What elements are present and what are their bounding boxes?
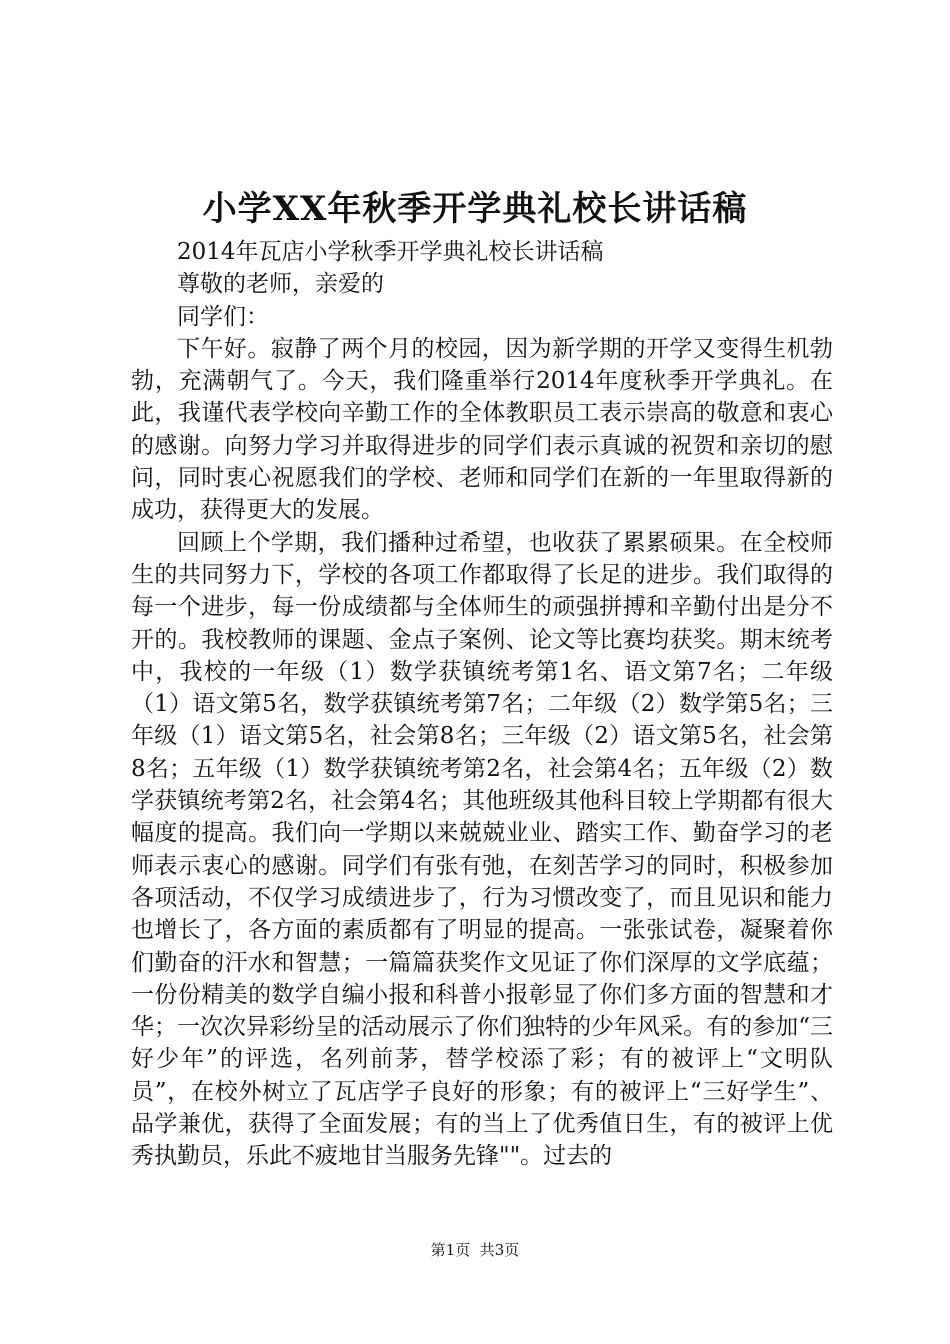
document-body xyxy=(131,236,833,1173)
subtitle-line: 2014年瓦店小学秋季开学典礼校长讲话稿 xyxy=(177,239,604,265)
paragraph-review: 回顾上个学期，我们播种过希望，也收获了累累硕果。在全校师生的共同努力下，学校的各项工作都取得了长足的进步。我们取得的每一个进步，每一份成绩都与全体师生的顽强拼搏和辛勤付出是分不开的。我校教师的课题、金点子案例、论文等比赛均获奖。期末统考中，我校的一年级（1）数学获镇统考第1名、语文第7名；二年级（1）语文第5名，数学获镇统考第7名；二年级（2）数学第5名；三年级（1）语文第5名，社会第8名；三年级（2）语文第5名，社会第8名；五年级（1）数学获镇统考第2名，社会第4名；五年级（2）数学获镇统考第2名，社会第4名；其他班级其他科目较上学期都有很大幅度的提高。我们向一学期以来兢兢业业、踏实工作、勤奋学习的老师表示衷心的感谢。同学们有张有弛，在刻苦学习的同时，积极参加各项活动，不仅学习成绩进步了，行为习惯改变了，而且见识和能力也增长了，各方面的素质都有了明显的提高。一张张试卷，凝聚着你们勤奋的汗水和智慧；一篇篇获奖作文见证了你们深厚的文学底蕴；一份份精美的数学自编小报和科普小报彰显了你们多方面的智慧和才华；一次次异彩纷呈的活动展示了你们独特的少年风采。有的参加“三好少年”的评选，名列前茅，替学校添了彩；有的被评上“文明队员”，在校外树立了瓦店学子良好的形象；有的被评上“三好学生”、品学兼优，获得了全面发展；有的当上了优秀值日生，有的被评上优秀执勤员，乐此不疲地甘当服务先锋""。过去的 xyxy=(131,529,833,1170)
document-title: 小学XX年秋季开学典礼校长讲话稿 xyxy=(202,189,748,229)
page-footer xyxy=(0,1240,950,1260)
paragraph-greeting: 下午好。寂静了两个月的校园，因为新学期的开学又变得生机勃勃，充满朝气了。今天，我们隆重举行2014年度秋季开学典礼。在此，我谨代表学校向辛勤工作的全体教职员工表示崇高的敬意和衷心的感谢。向努力学习并取得进步的同学们表示真诚的祝贺和亲切的慰问，同时衷心祝愿我们的学校、老师和同学们在新的一年里取得新的成功，获得更大的发展。 xyxy=(131,335,833,524)
page-total: 共3页 xyxy=(479,1241,520,1259)
page-number: 第1页 xyxy=(430,1241,471,1259)
salutation-line-2: 同学们： xyxy=(177,303,269,330)
salutation-line: 尊敬的老师，亲爱的 xyxy=(177,271,384,298)
